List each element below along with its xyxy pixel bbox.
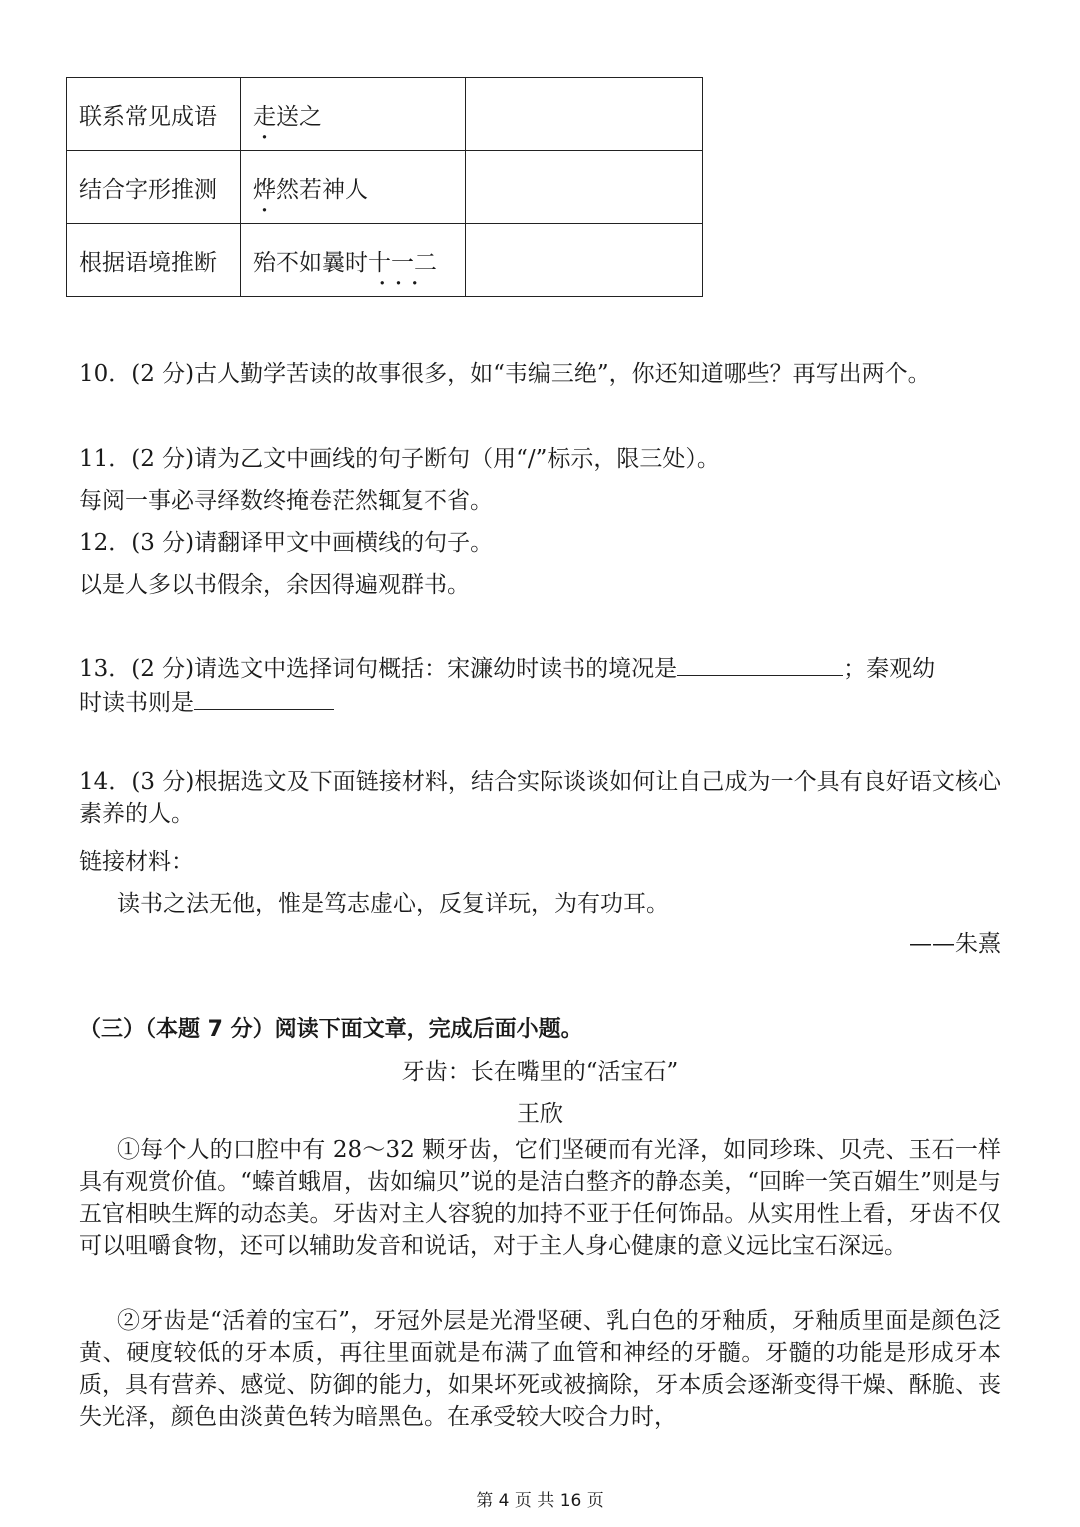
word-meaning-table [66, 77, 703, 297]
question-12-prompt: 12．(3 分)请翻译甲文中画横线的句子。 [79, 530, 494, 556]
table-cell-example: 殆不如曩时十一二 ··· [241, 224, 466, 297]
table-cell-answer[interactable] [466, 78, 703, 151]
question-13-line1: 13．(2 分)请选文中选择词句概括：宋濂幼时读书的境况是 ；秦观幼 [79, 650, 935, 683]
answer-blank[interactable] [194, 687, 334, 710]
article-author: 王欣 [517, 1101, 563, 1127]
emphasis-dot-chars: 十一二 ··· [368, 249, 437, 299]
table-row [67, 151, 703, 224]
question-10: 10．(2 分)古人勤学苦读的故事很多，如“韦编三绝”，你还知道哪些？再写出两个。 [79, 361, 931, 387]
table-row [67, 224, 703, 297]
article-paragraph-2: ②牙齿是“活着的宝石”，牙冠外层是光滑坚硬、乳白色的牙釉质，牙釉质里面是颜色泛黄、硬度较低的牙本质，再往里面就是布满了血管和神经的牙髓。牙髓的功能是形成牙本质，具有营养、感觉、防御的能力，如果坏死或被摘除，牙本质会逐渐变得干燥、酥脆、丧失光泽，颜色由淡黄色转为暗黑色。在承受较大咬合力时， [79, 1308, 1001, 1430]
question-11-sentence: 每阅一事必寻绎数终掩卷茫然辄复不省。 [79, 488, 493, 514]
table-cell-method: 联系常见成语 [67, 78, 241, 151]
link-material-author: ——朱熹 [909, 931, 1001, 957]
table-cell-method: 结合字形推测 [67, 151, 241, 224]
article-paragraph-1: ①每个人的口腔中有 28～32 颗牙齿，它们坚硬而有光泽，如同珍珠、贝壳、玉石一样具有观赏价值。“螓首蛾眉，齿如编贝”说的是洁白整齐的静态美，“回眸一笑百媚生”则是与五官相映生辉的动态美。牙齿对主人容貌的加持不亚于任何饰品。从实用性上看，牙齿不仅可以咀嚼食物，还可以辅助发音和说话，对于主人身心健康的意义远比宝石深远。 [79, 1137, 1001, 1259]
link-material-label: 链接材料： [79, 849, 194, 875]
table-cell-example: 走送之 [241, 78, 466, 151]
table-row [67, 78, 703, 151]
answer-blank[interactable] [677, 653, 843, 676]
table-cell-answer[interactable] [466, 224, 703, 297]
table-cell-answer[interactable] [466, 151, 703, 224]
table-cell-method: 根据语境推断 [67, 224, 241, 297]
question-12-sentence: 以是人多以书假余，余因得遍观群书。 [79, 572, 470, 598]
link-material-quote: 读书之法无他，惟是笃志虚心，反复详玩，为有功耳。 [117, 891, 669, 917]
question-13-line2: 时读书则是 [79, 684, 334, 717]
table-cell-example: 烨然若神人 [241, 151, 466, 224]
emphasis-dot-char: 烨 [253, 176, 276, 203]
question-14-prompt: 14．(3 分)根据选文及下面链接材料，结合实际谈谈如何让自己成为一个具有良好语文核心素养的人。 [79, 769, 1001, 827]
page-number: 第 4 页 共 16 页 [476, 1491, 604, 1511]
section-3-title: （三）（本题 7 分）阅读下面文章，完成后面小题。 [79, 1017, 583, 1042]
emphasis-dot-char: 走 [253, 103, 276, 130]
article-title: 牙齿：长在嘴里的“活宝石” [401, 1059, 679, 1085]
question-11-prompt: 11．(2 分)请为乙文中画线的句子断句（用“/”标示，限三处）。 [79, 446, 720, 472]
